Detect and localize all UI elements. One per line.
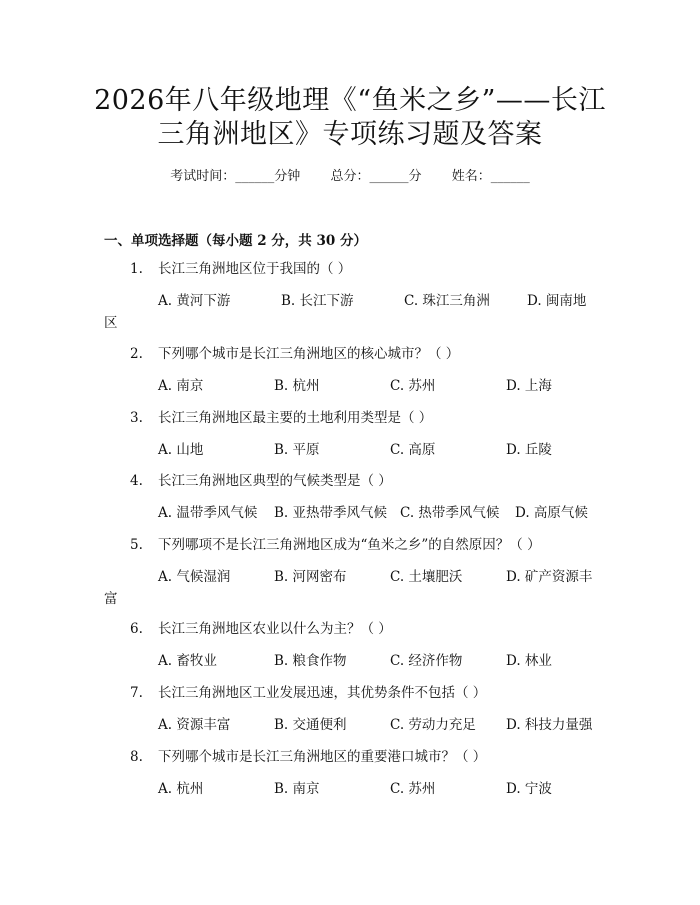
question-3-option-c: C. 高原 xyxy=(390,442,436,458)
question-stem: 长江三角洲地区最主要的土地利用类型是（ ） xyxy=(158,410,433,426)
question-8-option-c: C. 苏州 xyxy=(390,781,436,797)
question-4-option-a: A. 温带季风气候 xyxy=(158,505,258,521)
question-number: 4. xyxy=(130,473,143,489)
question-3-option-a: A. 山地 xyxy=(158,442,204,458)
question-5-option-a: A. 气候湿润 xyxy=(158,569,231,585)
question-stem: 长江三角洲地区工业发展迅速，其优势条件不包括（ ） xyxy=(158,685,487,701)
question-7-option-b: B. 交通便利 xyxy=(274,717,347,733)
question-number: 3. xyxy=(130,410,143,426)
question-8-option-d: D. 宁波 xyxy=(506,781,552,797)
question-stem: 下列哪项不是长江三角洲地区成为“鱼米之乡”的自然原因？（ ） xyxy=(158,537,541,553)
question-6-option-b: B. 粮食作物 xyxy=(274,653,347,669)
question-5-option-d-wrap: 富 xyxy=(104,591,118,607)
question-2-option-d: D. 上海 xyxy=(506,378,552,394)
question-6-option-d: D. 林业 xyxy=(506,653,552,669)
question-4-option-b: B. 亚热带季风气候 xyxy=(274,505,388,521)
question-1-option-b: B. 长江下游 xyxy=(281,293,354,309)
question-2-option-c: C. 苏州 xyxy=(390,378,436,394)
question-6-option-c: C. 经济作物 xyxy=(390,653,463,669)
question-1-option-d: D. 闽南地 xyxy=(527,293,587,309)
question-5-option-d: D. 矿产资源丰 xyxy=(506,569,593,585)
question-stem: 下列哪个城市是长江三角洲地区的核心城市？（ ） xyxy=(158,346,460,362)
question-7-option-c: C. 劳动力充足 xyxy=(390,717,476,733)
question-2-option-b: B. 杭州 xyxy=(274,378,320,394)
question-5-option-b: B. 河网密布 xyxy=(274,569,347,585)
question-4-option-c: C. 热带季风气候 xyxy=(400,505,500,521)
question-stem: 下列哪个城市是长江三角洲地区的重要港口城市？（ ） xyxy=(158,749,487,765)
question-1-option-a: A. 黄河下游 xyxy=(158,293,231,309)
question-3-option-d: D. 丘陵 xyxy=(506,442,552,458)
student-name-field: 姓名：______ xyxy=(451,169,530,184)
question-stem: 长江三角洲地区典型的气候类型是（ ） xyxy=(158,473,392,489)
question-1-option-d-wrap: 区 xyxy=(104,315,118,331)
question-6-option-a: A. 畜牧业 xyxy=(158,653,217,669)
question-stem: 长江三角洲地区农业以什么为主？（ ） xyxy=(158,621,392,637)
question-stem: 长江三角洲地区位于我国的（ ） xyxy=(158,261,352,277)
exam-title-line-2: 三角洲地区》专项练习题及答案 xyxy=(157,119,543,150)
exam-time-field: 考试时间：______分钟 xyxy=(170,169,301,184)
question-number: 6. xyxy=(130,621,143,637)
question-2-option-a: A. 南京 xyxy=(158,378,204,394)
question-7-option-a: A. 资源丰富 xyxy=(158,717,231,733)
question-number: 8. xyxy=(130,749,143,765)
question-1-option-c: C. 珠江三角洲 xyxy=(404,293,490,309)
exam-title-line-1: 2026年八年级地理《“鱼米之乡”——长江 xyxy=(94,85,606,116)
question-7-option-d: D. 科技力量强 xyxy=(506,717,593,733)
question-number: 1. xyxy=(130,261,143,277)
question-number: 2. xyxy=(130,346,143,362)
question-5-option-c: C. 土壤肥沃 xyxy=(390,569,463,585)
question-4-option-d: D. 高原气候 xyxy=(515,505,588,521)
question-8-option-b: B. 南京 xyxy=(274,781,320,797)
exam-info-line xyxy=(0,168,700,186)
question-8-option-a: A. 杭州 xyxy=(158,781,204,797)
question-3-option-b: B. 平原 xyxy=(274,442,320,458)
section-heading-single-choice: 一、单项选择题（每小题 2 分，共 30 分） xyxy=(104,233,367,249)
question-number: 7. xyxy=(130,685,143,701)
question-number: 5. xyxy=(130,537,143,553)
total-score-field: 总分：______分 xyxy=(330,169,422,184)
